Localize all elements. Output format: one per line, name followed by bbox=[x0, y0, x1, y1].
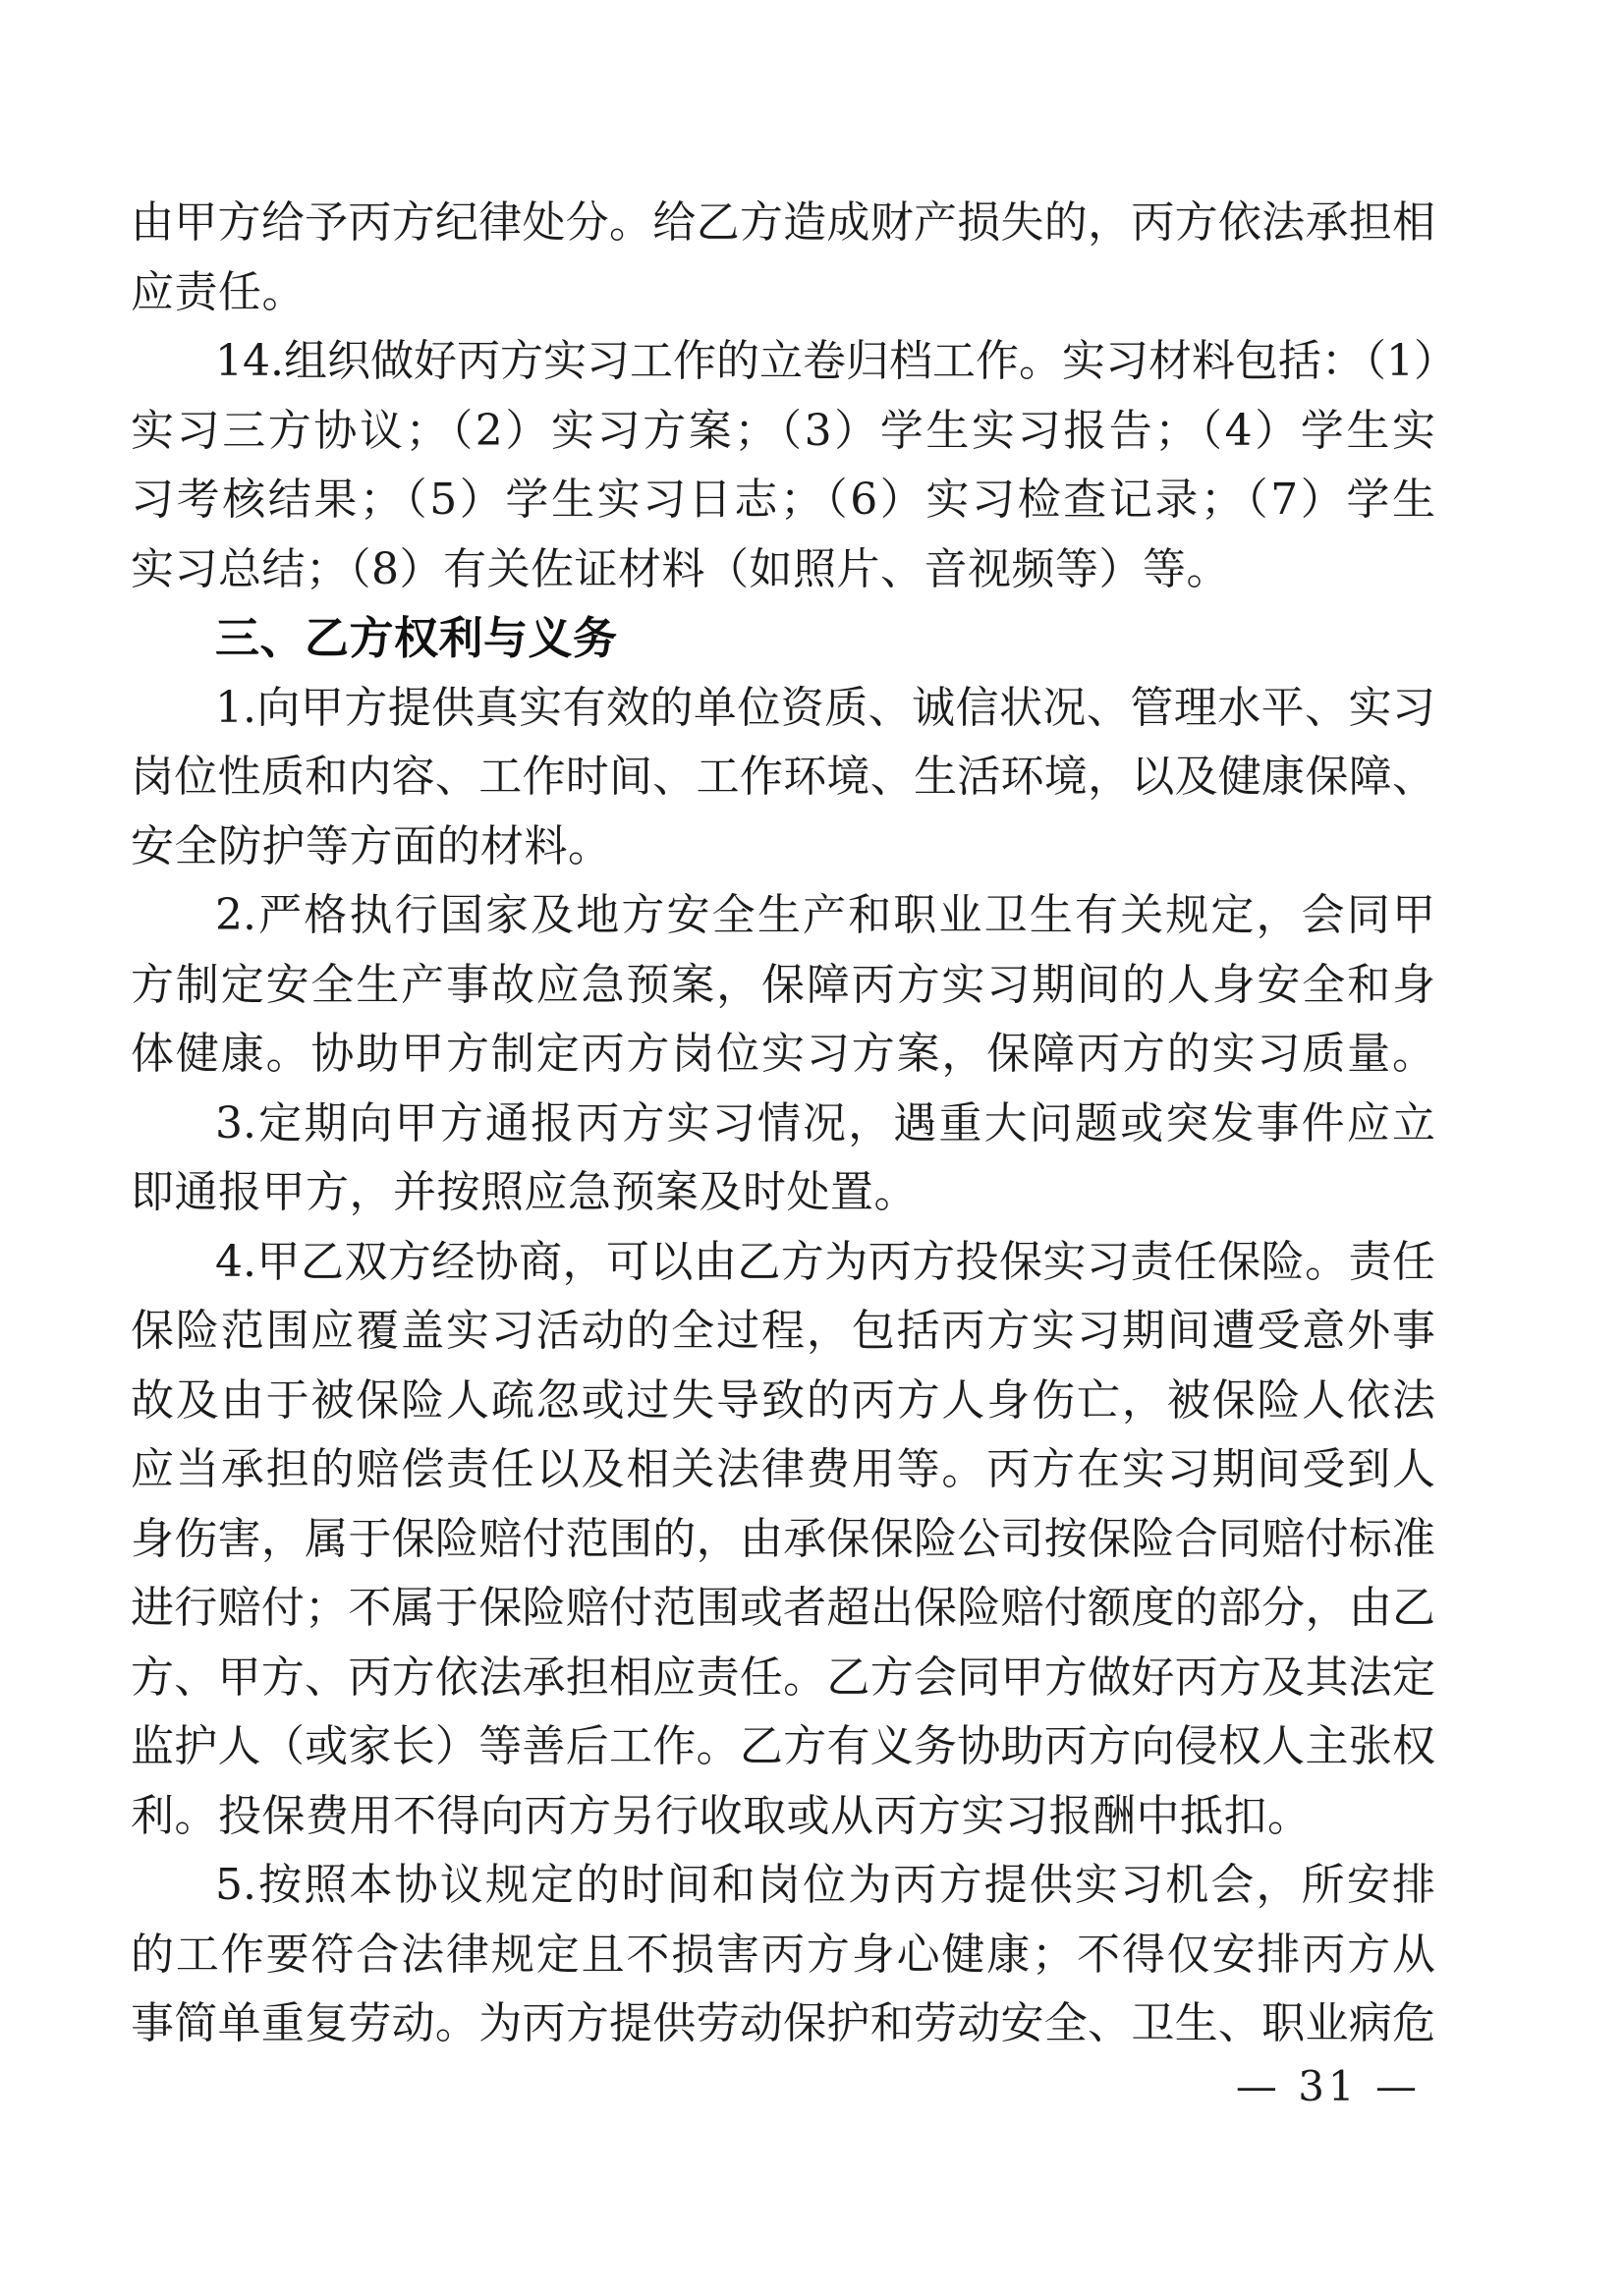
text-line: 实习三方协议；（2）实习方案；（3）学生实习报告；（4）学生实 bbox=[131, 405, 1435, 456]
text-line: 由甲方给予丙方纪律处分。给乙方造成财产损失的，丙方依法承担相 bbox=[131, 197, 1435, 248]
text-line: 安全防护等方面的材料。 bbox=[131, 820, 612, 871]
text-line: 岗位性质和内容、工作时间、工作环境、生活环境，以及健康保障、 bbox=[131, 752, 1435, 802]
text-line: 习考核结果；（5）学生实习日志；（6）实习检查记录；（7）学生 bbox=[131, 475, 1435, 525]
text-line: 应当承担的赔偿责任以及相关法律费用等。丙方在实习期间受到人 bbox=[131, 1444, 1435, 1494]
text-line: 的工作要符合法律规定且不损害丙方身心健康；不得仅安排丙方从 bbox=[131, 1929, 1435, 1980]
text-line: 实习总结；（8）有关佐证材料（如照片、音视频等）等。 bbox=[131, 543, 1230, 594]
text-line: 2.严格执行国家及地方安全生产和职业卫生有关规定，会同甲 bbox=[215, 890, 1435, 940]
text-line: 体健康。协助甲方制定丙方岗位实习方案，保障丙方的实习质量。 bbox=[131, 1029, 1435, 1079]
text-line: 故及由于被保险人疏忽或过失导致的丙方人身伤亡，被保险人依法 bbox=[131, 1374, 1435, 1426]
text-line: 4.甲乙双方经协商，可以由乙方为丙方投保实习责任保险。责任 bbox=[215, 1236, 1435, 1287]
text-line: 应责任。 bbox=[131, 266, 306, 317]
text-line: 3.定期向甲方通报丙方实习情况，遇重大问题或突发事件应立 bbox=[215, 1097, 1435, 1148]
text-line: 进行赔付；不属于保险赔付范围或者超出保险赔付额度的部分，由乙 bbox=[131, 1583, 1435, 1633]
text-line: 利。投保费用不得向丙方另行收取或从丙方实习报酬中抵扣。 bbox=[131, 1790, 1312, 1841]
section-heading: 三、乙方权利与义务 bbox=[215, 612, 618, 664]
page-number: — 31 — bbox=[1235, 2062, 1421, 2110]
text-line: 监护人（或家长）等善后工作。乙方有义务协助丙方向侵权人主张权 bbox=[131, 1721, 1435, 1771]
text-line: 保险范围应覆盖实习活动的全过程，包括丙方实习期间遭受意外事 bbox=[131, 1306, 1435, 1356]
document-text-block bbox=[131, 189, 1457, 2059]
text-line: 事简单重复劳动。为丙方提供劳动保护和劳动安全、卫生、职业病危 bbox=[131, 1998, 1435, 2048]
text-line: 1.向甲方提供真实有效的单位资质、诚信状况、管理水平、实习 bbox=[215, 682, 1435, 733]
text-line: 14.组织做好丙方实习工作的立卷归档工作。实习材料包括：（1） bbox=[215, 336, 1457, 386]
text-line: 方制定安全生产事故应急预案，保障丙方实习期间的人身安全和身 bbox=[131, 959, 1435, 1010]
text-line: 即通报甲方，并按照应急预案及时处置。 bbox=[131, 1167, 918, 1217]
text-line: 身伤害，属于保险赔付范围的，由承保保险公司按保险合同赔付标准 bbox=[131, 1513, 1435, 1564]
text-line: 5.按照本协议规定的时间和岗位为丙方提供实习机会，所安排 bbox=[215, 1860, 1435, 1910]
text-line: 方、甲方、丙方依法承担相应责任。乙方会同甲方做好丙方及其法定 bbox=[131, 1652, 1435, 1703]
